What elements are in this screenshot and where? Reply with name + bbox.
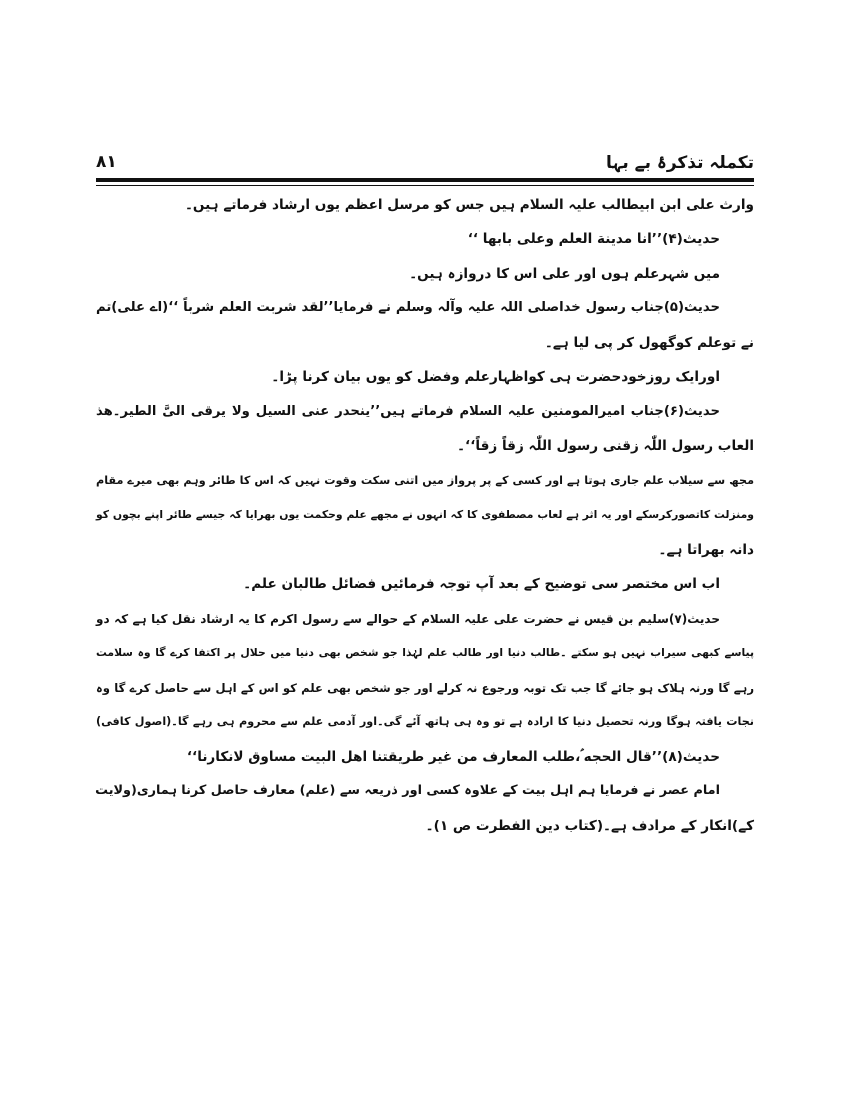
text-line: حدیث(۴)’’انا مدینة العلم وعلی بابها ‘‘ <box>467 231 720 247</box>
text-line: وارث علی ابن ابیطالب علیہ السلام ہیں جس کو مرسل اعظم یوں ارشاد فرماتے ہیں۔ <box>184 197 754 213</box>
text-line: حدیث(۷)سلیم بن قیس نے حضرت علی علیہ السلام کے حوالے سے رسول اکرم کا یہ ارشاد نقل کیا ہے کہ دو <box>96 612 720 626</box>
text-line: میں شہرعلم ہوں اور علی اس کا دروازہ ہیں۔ <box>409 266 720 282</box>
text-line: حدیث(۶)جناب امیرالمومنین علیہ السلام فرماتے ہیں’’ینحدر عنی السیل ولا یرقی الیَّ الطیر۔هذ <box>96 404 720 419</box>
text-line: ومنزلت کاتصورکرسکے اور یہ اثر ہے لعاب مصطفوی کا کہ انہوں نے مجھے علم وحکمت یوں بھرایا کہ جیسے طائر اپنے بچوں کو <box>96 508 754 521</box>
header-rule-thin <box>96 185 754 186</box>
text-line: رہے گا ورنہ ہلاک ہو جائے گا جب تک توبہ ورجوع نہ کرلے اور جو شخص بھی علم کو اس کے اہل سے حاصل کرے گا وہ <box>96 681 754 695</box>
page-number: ۸۱ <box>96 152 117 172</box>
text-line: اب اس مختصر سی توضیح کے بعد آپ توجہ فرمائیں فضائل طالبان علم۔ <box>243 576 720 592</box>
text-line: اورایک روزخودحضرت ہی کواظہارعلم وفضل کو یوں بیان کرنا پڑا۔ <box>271 369 720 385</box>
text-line: کے)انکار کے مرادف ہے۔(کتاب دین الفطرت ص ۱)۔ <box>425 818 754 834</box>
page-header <box>96 152 754 188</box>
text-line: نے توعلم کوگھول کر پی لیا ہے۔ <box>544 335 754 351</box>
running-title: تکملہ تذکرۂ بے بہا <box>605 153 754 173</box>
text-line: حدیث(۵)جناب رسول خداصلی اللہ علیہ وآلہ وسلم نے فرمایا’’لقد شربت العلم شرباً ‘‘(اے علی)تم <box>96 300 720 315</box>
text-line: العاب رسول اللّٰہ زقنی رسول اللّٰہ زقاً زقاً‘‘۔ <box>457 438 754 454</box>
text-line: نجات یافتہ ہوگا ورنہ تحصیل دنیا کا ارادہ ہے تو وہ ہی ہاتھ آئے گی۔اور آدمی علم سے محروم ہی رہے گا۔(اصول کافی) <box>96 715 754 728</box>
text-line: حدیث(۸)’’قال الحجه ؑ،طلب المعارف من غير طريقتنا اهل البيت مساوق لانكارنا‘‘ <box>186 749 720 765</box>
header-rule-thick <box>96 178 754 182</box>
text-line: پیاسے کبھی سیراب نہیں ہو سکتے ۔طالب دنیا اور طالب علم لہٰذا جو شخص بھی دنیا میں حلال پر اکتفا کرے گا وہ سلامت <box>96 646 754 659</box>
text-line: مجھ سے سیلاب علم جاری ہوتا ہے اور کسی کے پر پرواز میں اتنی سکت وقوت نہیں کہ اس کا طائر وہم بھی میرے مقام <box>96 474 754 487</box>
text-line: دانہ بھراتا ہے۔ <box>658 542 754 558</box>
text-line: امام عصر نے فرمایا ہم اہل بیت کے علاوہ کسی اور ذریعہ سے (علم) معارف حاصل کرنا ہماری(ولایت <box>95 783 720 798</box>
